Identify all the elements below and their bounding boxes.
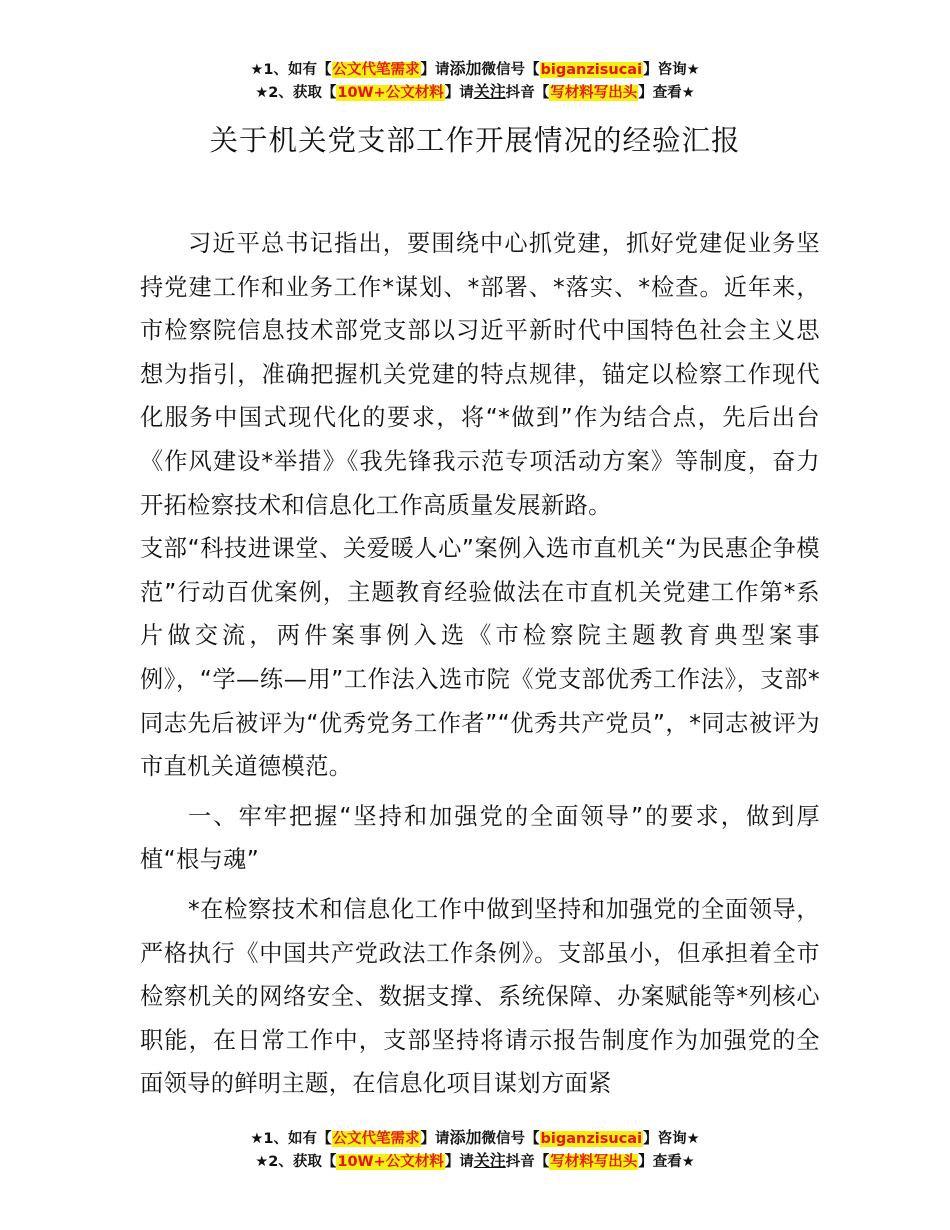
promo-highlight: 10W+公文材料 — [337, 1154, 444, 1170]
footer-promo-banner — [0, 1127, 950, 1173]
promo-highlight: biganzisucai — [540, 62, 643, 78]
promo-highlight: 公文代笔需求 — [332, 1131, 420, 1147]
paragraph-intro: 习近平总书记指出，要围绕中心抓党建，抓好党建促业务坚持党建工作和业务工作*谋划、*部署、*落实、*检查。近年来，市检察院信息技术部党支部以习近平新时代中国特色社会主义思想为指引，准确把握机关党建的特点规律，锚定以检察工作现代化服务中国式现代化的要求，将“*做到”作为结合点，先后出台《作风建设*举措》《我先锋我示范专项活动方案》等制度，奋力开拓检察技术和信息化工作高质量发展新路。 — [140, 230, 820, 519]
promo-line-1: ★1、如有【公文代笔需求】请添加微信号【biganzisucai】咨询★ — [250, 1128, 700, 1147]
document-body — [140, 222, 820, 1106]
promo-line-2: ★2、获取【10W+公文材料】请关注抖音【写材料写出头】查看★ — [255, 82, 695, 101]
paragraph-section-1: *在检察技术和信息化工作中做到坚持和加强党的全面领导，严格执行《中国共产党政法工作条例》。支部虽小，但承担着全市检察机关的网络安全、数据支撑、系统保障、办案赋能等*列核心职能，在日常工作中，支部坚持将请示报告制度作为加强党的全面领导的鲜明主题，在信息化项目谋划方面紧 — [140, 895, 820, 1098]
promo-highlight: 公文代笔需求 — [332, 62, 420, 78]
promo-line-2: ★2、获取【10W+公文材料】请关注抖音【写材料写出头】查看★ — [255, 1151, 695, 1170]
promo-highlight: 写材料写出头 — [550, 85, 638, 101]
promo-highlight: 10W+公文材料 — [337, 85, 444, 101]
paragraph-achievements: 支部“科技进课堂、关爱暖人心”案例入选市直机关“为民惠企争模范”行动百优案例，主题教育经验做法在市直机关党建工作第*系片做交流，两件案事例入选《市检察院主题教育典型案事例》，“学—练—用”工作法入选市院《党支部优秀工作法》，支部*同志先后被评为“优秀党务工作者”“优秀共产党员”，*同志被评为市直机关道德模范。 — [140, 535, 820, 781]
promo-highlight: biganzisucai — [540, 1131, 643, 1147]
header-promo-banner — [0, 58, 950, 104]
promo-highlight: 写材料写出头 — [550, 1154, 638, 1170]
section-heading-1: 一、牢牢把握“坚持和加强党的全面领导”的要求，做到厚植“根与魂” — [140, 802, 820, 874]
promo-line-1: ★1、如有【公文代笔需求】请添加微信号【biganzisucai】咨询★ — [250, 59, 700, 78]
document-title: 关于机关党支部工作开展情况的经验汇报 — [209, 124, 741, 157]
